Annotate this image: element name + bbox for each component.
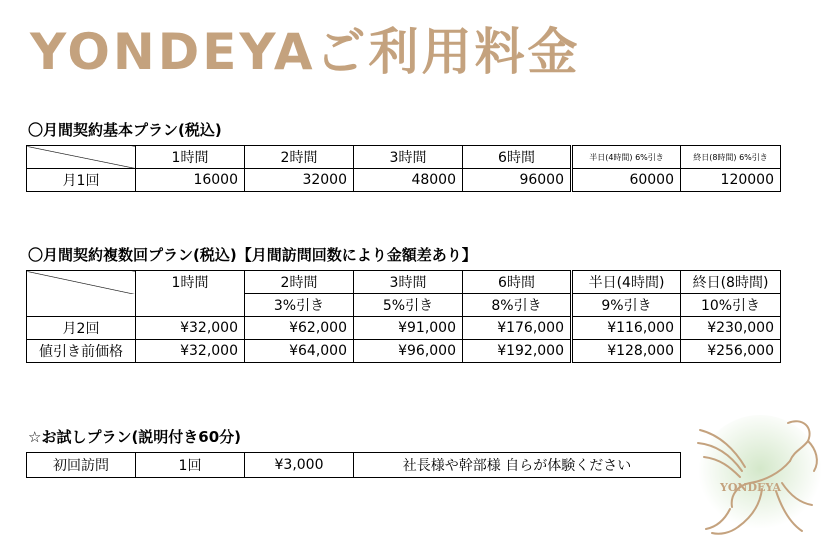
header-cell: 6時間 bbox=[463, 146, 572, 169]
header-cell: 半日(4時間) 6%引き bbox=[572, 146, 681, 169]
corner-cell bbox=[27, 146, 136, 169]
discount-cell: 8%引き bbox=[463, 294, 572, 317]
row-label: 値引き前価格 bbox=[27, 340, 136, 363]
discount-cell bbox=[136, 294, 245, 317]
price-cell: ¥32,000 bbox=[136, 340, 245, 363]
price-cell: 60000 bbox=[572, 169, 681, 192]
header-cell: 2時間 bbox=[245, 271, 354, 294]
header-cell: 6時間 bbox=[463, 271, 572, 294]
description-cell: 社長様や幹部様 自らが体験ください bbox=[354, 453, 681, 478]
discount-cell: 9%引き bbox=[572, 294, 681, 317]
price-cell: 120000 bbox=[681, 169, 781, 192]
price-cell: ¥230,000 bbox=[681, 317, 781, 340]
logo-glow bbox=[698, 415, 822, 535]
plan1-header-row bbox=[27, 146, 781, 169]
plan1-heading: 〇月間契約基本プラン(税込) bbox=[28, 121, 222, 139]
price-cell: ¥176,000 bbox=[463, 317, 572, 340]
table-row bbox=[27, 317, 781, 340]
header-cell: 終日(8時間) 6%引き bbox=[681, 146, 781, 169]
price-cell: ¥64,000 bbox=[245, 340, 354, 363]
page-title: YONDEYAご利用料金 bbox=[30, 23, 581, 81]
price-cell: 16000 bbox=[136, 169, 245, 192]
table-row bbox=[27, 453, 681, 478]
header-cell: 1時間 bbox=[136, 146, 245, 169]
corner-cell bbox=[27, 271, 136, 294]
price-cell: ¥116,000 bbox=[572, 317, 681, 340]
price-cell: ¥62,000 bbox=[245, 317, 354, 340]
price-cell: ¥128,000 bbox=[572, 340, 681, 363]
plan2-header-row bbox=[27, 271, 781, 294]
discount-row bbox=[27, 294, 781, 317]
trial-heading: ☆お試しプラン(説明付き60分) bbox=[28, 428, 242, 446]
price-cell: ¥256,000 bbox=[681, 340, 781, 363]
price-cell: ¥91,000 bbox=[354, 317, 463, 340]
price-cell: ¥3,000 bbox=[245, 453, 354, 478]
plan1-table bbox=[26, 145, 781, 192]
logo-text: YONDEYA bbox=[720, 481, 782, 494]
table-row bbox=[27, 169, 781, 192]
trial-table bbox=[26, 452, 681, 478]
count-cell: 1回 bbox=[136, 453, 245, 478]
price-cell: 96000 bbox=[463, 169, 572, 192]
table-row bbox=[27, 340, 781, 363]
price-cell: ¥96,000 bbox=[354, 340, 463, 363]
header-cell: 半日(4時間) bbox=[572, 271, 681, 294]
price-cell: ¥32,000 bbox=[136, 317, 245, 340]
header-cell: 2時間 bbox=[245, 146, 354, 169]
discount-cell: 10%引き bbox=[681, 294, 781, 317]
row-label: 初回訪問 bbox=[27, 453, 136, 478]
price-cell: 32000 bbox=[245, 169, 354, 192]
header-cell: 1時間 bbox=[136, 271, 245, 294]
discount-cell: 5%引き bbox=[354, 294, 463, 317]
plan2-heading: 〇月間契約複数回プラン(税込)【月間訪問回数により金額差あり】 bbox=[28, 246, 477, 264]
header-cell: 3時間 bbox=[354, 146, 463, 169]
discount-cell: 3%引き bbox=[245, 294, 354, 317]
yondeya-pegasus-logo bbox=[690, 405, 835, 555]
row-label: 月1回 bbox=[27, 169, 136, 192]
header-cell: 終日(8時間) bbox=[681, 271, 781, 294]
corner-cell bbox=[27, 294, 136, 317]
header-cell: 3時間 bbox=[354, 271, 463, 294]
row-label: 月2回 bbox=[27, 317, 136, 340]
price-cell: 48000 bbox=[354, 169, 463, 192]
plan2-table bbox=[26, 270, 781, 363]
price-cell: ¥192,000 bbox=[463, 340, 572, 363]
